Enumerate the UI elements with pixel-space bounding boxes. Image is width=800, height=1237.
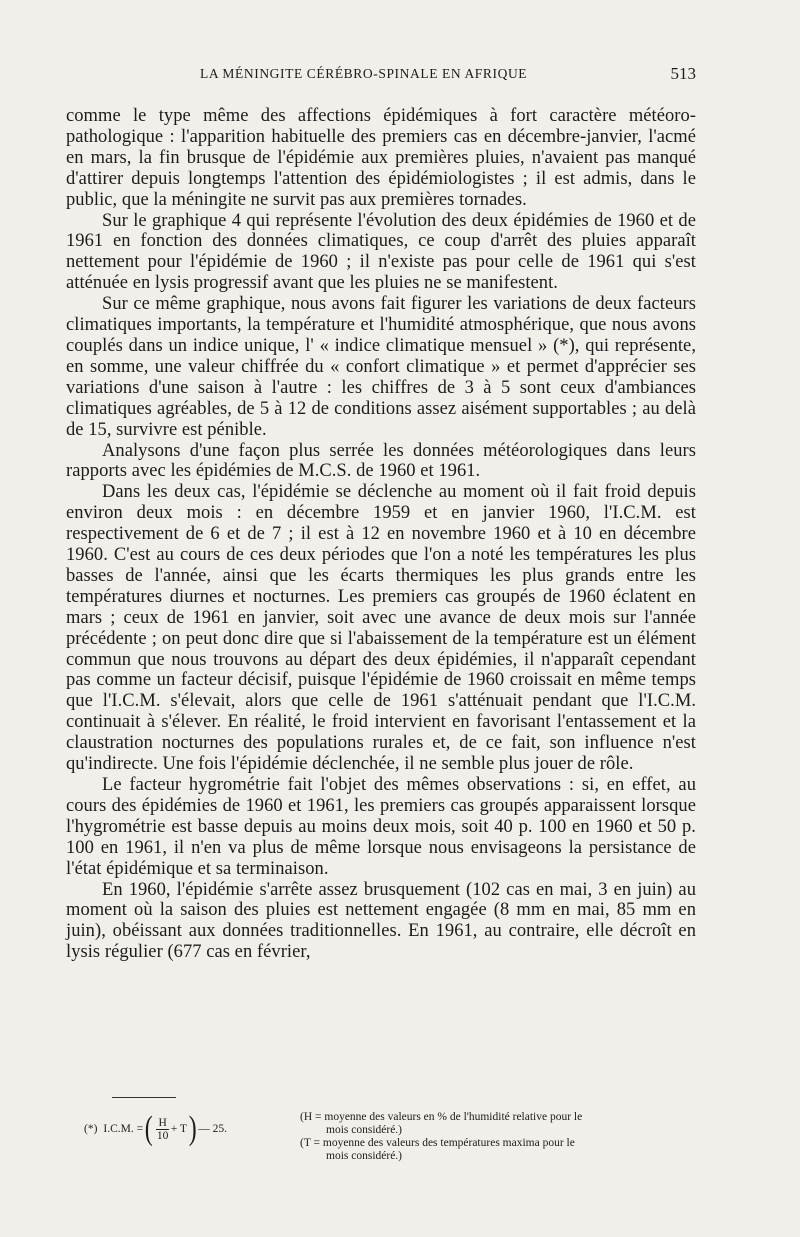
paragraph-1: comme le type même des affections épidémiques à fort caractère météoro-pathologique : l'apparition habituelle des premiers cas en décembre-janvier, l'acmé en mars, la fin brusque de l'épidémie aux premières pluies, n'avaient pas manqué d'attirer depuis longtemps l'attention des épidémiologistes ; il est admis, dans le public, que la méningite ne survit pas aux premières tornades. [66,106,696,210]
page-content [66,66,696,963]
paragraph-4: Analysons d'une façon plus serrée les données météorologiques dans leurs rapports avec les épidémies de M.C.S. de 1960 et 1961. [66,440,696,482]
definition-h-line2: mois considéré.) [326,1124,403,1136]
running-title: LA MÉNINGITE CÉRÉBRO-SPINALE EN AFRIQUE [200,66,528,81]
fraction-denominator: 10 [156,1129,169,1142]
paragraph-2: Sur le graphique 4 qui représente l'évolution des deux épidémies de 1960 et de 1961 en fonction des données climatiques, ce coup d'arrêt des pluies apparaît nettement pour l'épidémie de 1960 ; il n'existe pas pour celle de 1961 qui s'est atténuée en lysis progressif avant que les pluies ne se manifestent. [66,210,696,294]
formula-minus-25: — 25. [198,1122,228,1135]
fraction-numerator: H [158,1116,167,1129]
formula-lhs: I.C.M. = [103,1122,144,1135]
paragraph-7: En 1960, l'épidémie s'arrête assez brusquement (102 cas en mai, 3 en juin) au moment où la saison des pluies est nettement engagée (8 mm en mai, 85 mm en juin), obéissant aux données traditionnelles. En 1961, au contraire, elle décroît en lysis régulier (677 cas en février, [66,879,696,963]
running-head [66,66,696,88]
definition-t [300,1137,696,1163]
icm-formula [84,1112,289,1146]
close-paren: ) [188,1110,197,1147]
page-number: 513 [670,64,696,83]
definition-t-line1: (T = moyenne des valeurs des températures maxima pour le [300,1137,575,1149]
paragraph-3: Sur ce même graphique, nous avons fait figurer les variations de deux facteurs climatiques importants, la température et l'humidité atmosphérique, que nous avons couplés dans un indice unique, l' « indice climatique mensuel » (*), qui représente, en somme, une valeur chiffrée du « confort climatique » et permet d'apprécier ses variations d'une saison à l'autre : les chiffres de 3 à 5 sont ceux d'ambiances climatiques agréables, de 5 à 12 de conditions assez aisément supportables ; au delà de 15, survivre est pénible. [66,294,696,440]
paragraph-6: Le facteur hygrométrie fait l'objet des mêmes observations : si, en effet, au cours des épidémies de 1960 et 1961, les premiers cas groupés apparaissent lorsque l'hygrométrie est basse depuis au moins deux mois, soit 40 p. 100 en 1960 et 50 p. 100 en 1961, il n'en va plus de même lorsque nous envisageons la persistance de l'état épidémique et sa terminaison. [66,775,696,879]
definition-t-line2: mois considéré.) [326,1150,403,1162]
formula-definitions [300,1111,696,1163]
footnote-mark: (*) [84,1122,98,1135]
definition-h [300,1111,696,1137]
open-paren: ( [144,1110,153,1147]
formula-fraction [156,1117,168,1142]
paragraph-5: Dans les deux cas, l'épidémie se déclenche au moment où il fait froid depuis environ deux mois : en décembre 1959 et en janvier 1960, l'I.C.M. est respectivement de 6 et de 7 ; il est à 12 en novembre 1960 et à 10 en décembre 1960. C'est au cours de ces deux périodes que l'on a noté les températures les plus basses de l'année, ainsi que les écarts thermiques les plus grands entre les températures diurnes et nocturnes. Les premiers cas groupés de 1960 éclatent en mars ; ceux de 1961 en janvier, soit avec une avance de deux mois sur l'année précédente ; on peut donc dire que si l'abaissement de la température est un élément commun que nous trouvons au départ des deux épidémies, il n'apparaît cependant pas comme un facteur décisif, puisque l'épidémie de 1960 croissait en même temps que l'I.C.M. s'élevait, alors que celle de 1961 s'atténuait pendant que l'I.C.M. continuait à s'élever. En réalité, le froid intervient en favorisant l'entassement et la claustration nocturnes des populations rurales et, de ce fait, son influence n'est qu'indirecte. Une fois l'épidémie déclenchée, il ne semble plus jouer de rôle. [66,482,696,775]
definition-h-line1: (H = moyenne des valeurs en % de l'humidité relative pour le [300,1111,583,1123]
formula-plus-t: + T [170,1122,187,1135]
footnote-rule [112,1097,176,1098]
